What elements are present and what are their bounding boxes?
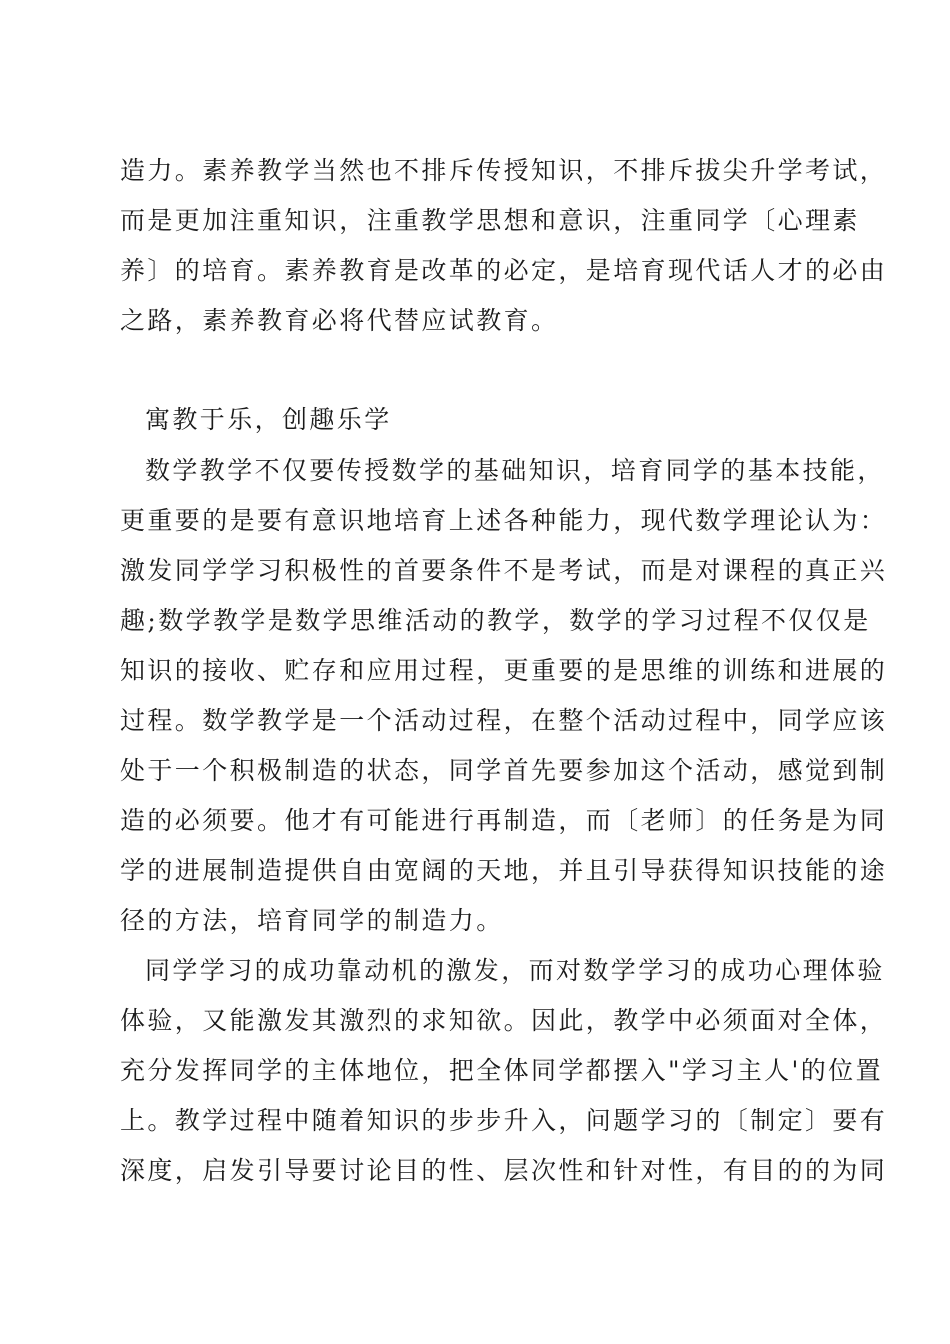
paragraph3-line-4: 上。教学过程中随着知识的步步升入，问题学习的〔制定〕要有 (120, 1106, 888, 1135)
paragraph2-line-5: 知识的接收、贮存和应用过程，更重要的是思维的训练和进展的 (120, 656, 888, 685)
paragraph2-line-9: 学的进展制造提供自由宽阔的天地，并且引导获得知识技能的途 (120, 856, 888, 885)
paragraph2-line-2: 更重要的是要有意识地培育上述各种能力，现代数学理论认为： (120, 506, 888, 535)
paragraph2-line-3: 激发同学学习积极性的首要条件不是考试，而是对课程的真正兴 (120, 556, 888, 585)
paragraph1-line-1: 造力。素养教学当然也不排斥传授知识，不排斥拔尖升学考试， (120, 156, 888, 185)
paragraph3-line-5: 深度，启发引导要讨论目的性、层次性和针对性，有目的的为同 (120, 1156, 888, 1185)
paragraph3-line-2: 体验，又能激发其激烈的求知欲。因此，教学中必须面对全体， (120, 1006, 888, 1035)
section-heading: 寓教于乐，创趣乐学 (145, 405, 392, 434)
paragraph1-line-2: 而是更加注重知识，注重教学思想和意识，注重同学〔心理素 (120, 206, 860, 235)
paragraph1-line-3: 养〕的培育。素养教育是改革的必定，是培育现代话人才的必由 (120, 256, 888, 285)
paragraph3-line-3: 充分发挥同学的主体地位，把全体同学都摆入"学习主人'的位置 (120, 1056, 883, 1085)
paragraph2-line-8: 造的必须要。他才有可能进行再制造，而〔老师〕的任务是为同 (120, 806, 888, 835)
paragraph2-line-4: 趣;数学教学是数学思维活动的教学，数学的学习过程不仅仅是 (120, 606, 871, 635)
paragraph2-line-6: 过程。数学教学是一个活动过程，在整个活动过程中，同学应该 (120, 706, 888, 735)
paragraph2-line-1: 数学教学不仅要传授数学的基础知识，培育同学的基本技能， (145, 456, 885, 485)
paragraph2-line-7: 处于一个积极制造的状态，同学首先要参加这个活动，感觉到制 (120, 756, 888, 785)
paragraph2-line-10: 径的方法，培育同学的制造力。 (120, 906, 504, 935)
paragraph1-line-4: 之路，素养教育必将代替应试教育。 (120, 306, 559, 335)
paragraph3-line-1: 同学学习的成功靠动机的激发，而对数学学习的成功心理体验 (145, 956, 885, 985)
